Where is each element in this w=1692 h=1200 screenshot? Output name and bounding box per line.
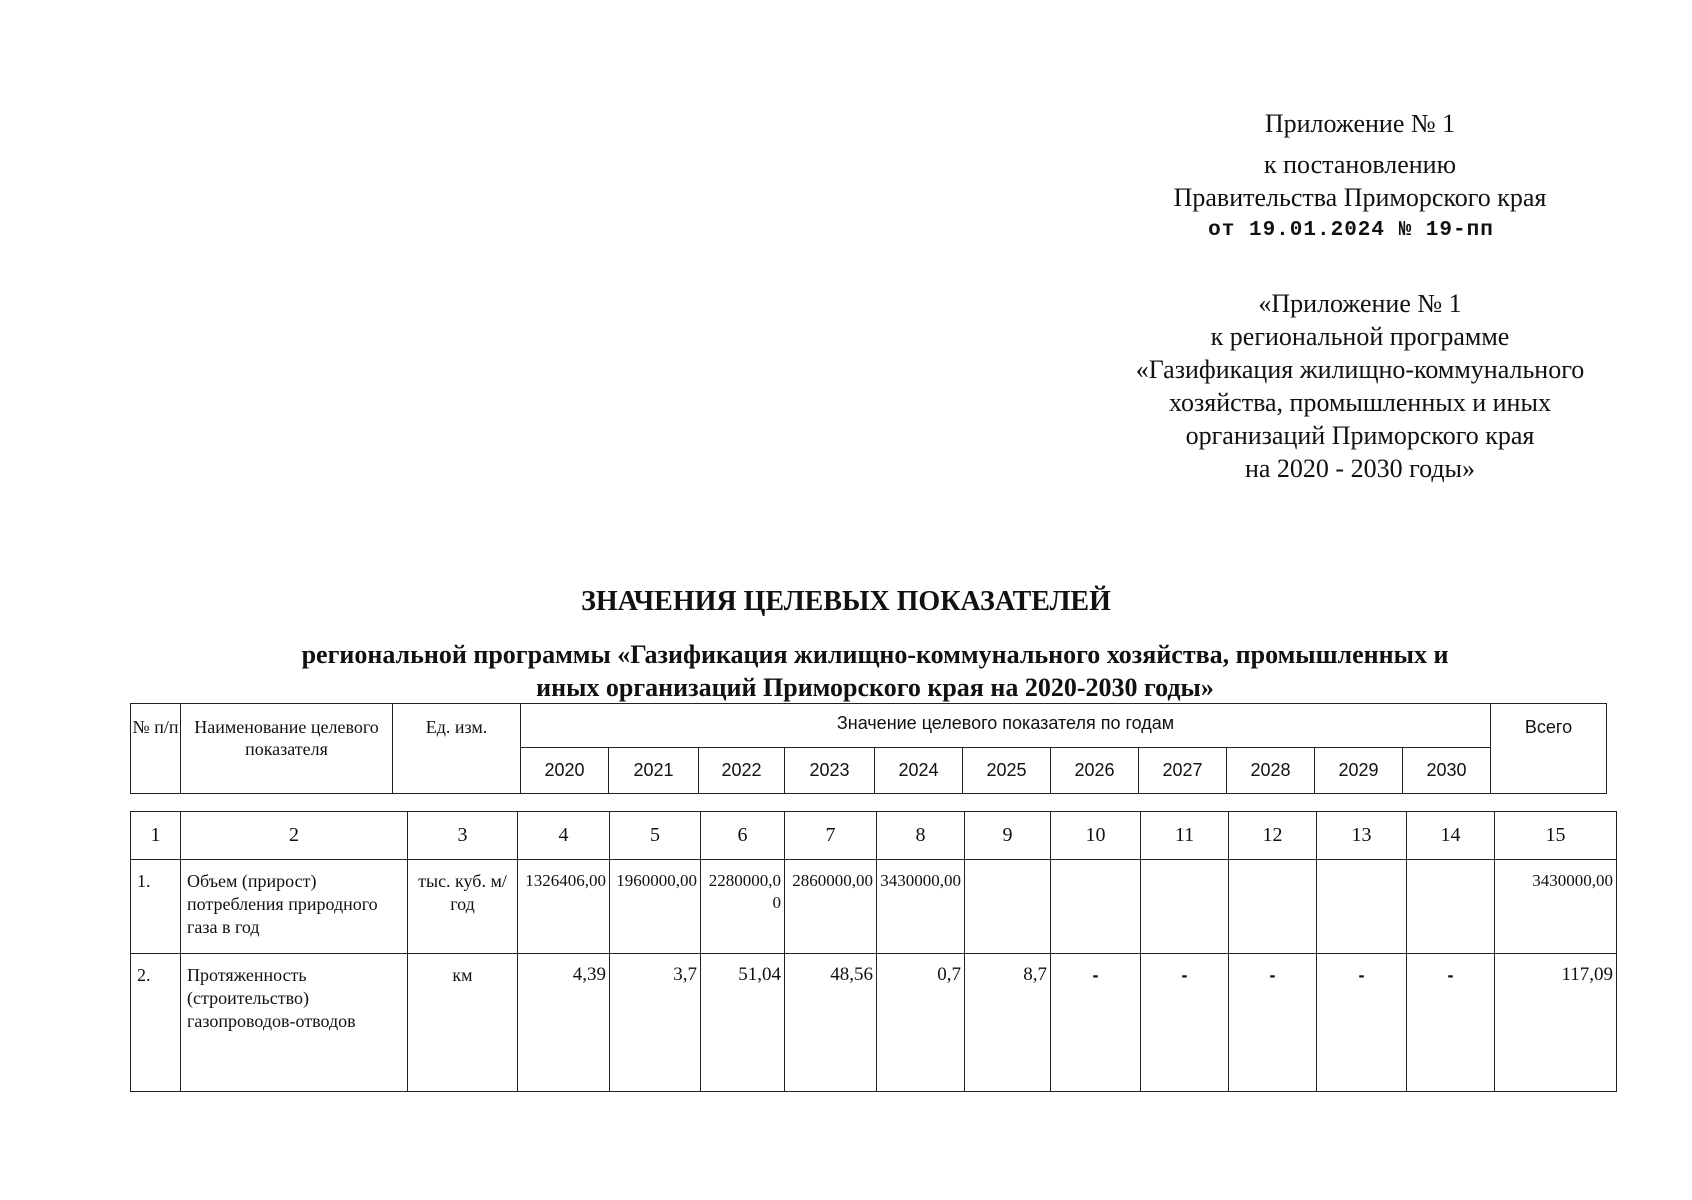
program-annex-line: организаций Приморского края xyxy=(1185,421,1535,450)
table-header xyxy=(130,703,1607,794)
year-header: 2021 xyxy=(609,748,699,794)
table-body xyxy=(130,811,1617,1092)
row-value xyxy=(1317,860,1407,954)
year-header: 2029 xyxy=(1315,748,1403,794)
row-value xyxy=(1141,860,1229,954)
annex-header xyxy=(1120,107,1600,247)
year-header: 2026 xyxy=(1051,748,1139,794)
column-number: 11 xyxy=(1141,812,1229,860)
year-header: 2024 xyxy=(875,748,963,794)
column-number: 1 xyxy=(131,812,181,860)
year-header: 2025 xyxy=(963,748,1051,794)
column-number: 13 xyxy=(1317,812,1407,860)
column-number: 2 xyxy=(181,812,408,860)
header-by-years: Значение целевого показателя по годам xyxy=(521,704,1491,748)
annex-title: Приложение № 1 xyxy=(1264,109,1456,138)
column-number: 6 xyxy=(701,812,785,860)
year-header: 2028 xyxy=(1227,748,1315,794)
row-value: 0,7 xyxy=(877,954,965,1092)
year-header: 2027 xyxy=(1139,748,1227,794)
year-header: 2020 xyxy=(521,748,609,794)
program-annex-line: «Приложение № 1 xyxy=(1258,289,1462,318)
program-annex-header xyxy=(1080,287,1640,485)
program-annex-line: «Газификация жилищно-коммунального xyxy=(1135,355,1585,384)
year-header: 2030 xyxy=(1403,748,1491,794)
row-value: 2280000,00 xyxy=(701,860,785,954)
row-unit: тыс. куб. м/год xyxy=(408,860,518,954)
row-num: 1. xyxy=(131,860,181,954)
year-header: 2023 xyxy=(785,748,875,794)
row-total: 117,09 xyxy=(1495,954,1617,1092)
program-annex-line: к региональной программе xyxy=(1210,322,1510,351)
row-value: 4,39 xyxy=(518,954,610,1092)
row-value xyxy=(965,860,1051,954)
column-number: 4 xyxy=(518,812,610,860)
subtitle-line-1: региональной программы «Газификация жилищно-коммунального хозяйства, промышленных и xyxy=(301,640,1449,669)
column-number: 7 xyxy=(785,812,877,860)
table-row xyxy=(131,860,1617,954)
header-unit: Ед. изм. xyxy=(393,704,521,794)
column-number: 8 xyxy=(877,812,965,860)
column-number: 12 xyxy=(1229,812,1317,860)
row-value: 1960000,00 xyxy=(610,860,701,954)
row-value xyxy=(1229,860,1317,954)
document-title: ЗНАЧЕНИЯ ЦЕЛЕВЫХ ПОКАЗАТЕЛЕЙ xyxy=(581,586,1111,617)
row-total: 3430000,00 xyxy=(1495,860,1617,954)
row-value: - xyxy=(1141,954,1229,1092)
column-number: 14 xyxy=(1407,812,1495,860)
program-annex-line: на 2020 - 2030 годы» xyxy=(1244,454,1476,483)
row-num: 2. xyxy=(131,954,181,1092)
document-subtitle xyxy=(180,638,1570,704)
year-header: 2022 xyxy=(699,748,785,794)
header-total: Всего xyxy=(1491,704,1607,794)
row-value: 51,04 xyxy=(701,954,785,1092)
header-num: № п/п xyxy=(131,704,181,794)
row-value xyxy=(1407,860,1495,954)
row-value: - xyxy=(1407,954,1495,1092)
column-number-row xyxy=(131,812,1617,860)
column-number: 5 xyxy=(610,812,701,860)
row-value: 48,56 xyxy=(785,954,877,1092)
row-value: 2860000,00 xyxy=(785,860,877,954)
row-name: Протяженность (строительство) газопроводов-отводов xyxy=(181,954,408,1092)
table-row xyxy=(131,954,1617,1092)
annex-line-3: Правительства Приморского края xyxy=(1173,183,1547,212)
column-number: 9 xyxy=(965,812,1051,860)
header-name: Наименование целевого показателя xyxy=(181,704,393,794)
row-value: - xyxy=(1051,954,1141,1092)
row-value: - xyxy=(1317,954,1407,1092)
subtitle-line-2: иных организаций Приморского края на 2020-2030 годы» xyxy=(536,673,1214,702)
column-number: 10 xyxy=(1051,812,1141,860)
column-number: 3 xyxy=(408,812,518,860)
annex-date: от 19.01.2024 № 19-пп xyxy=(1208,219,1494,242)
annex-line-2: к постановлению xyxy=(1263,150,1457,179)
row-value: 8,7 xyxy=(965,954,1051,1092)
column-number: 15 xyxy=(1495,812,1617,860)
row-value: - xyxy=(1229,954,1317,1092)
row-unit: км xyxy=(408,954,518,1092)
row-name: Объем (прирост) потребления природного газа в год xyxy=(181,860,408,954)
row-value: 3,7 xyxy=(610,954,701,1092)
program-annex-line: хозяйства, промышленных и иных xyxy=(1169,388,1551,417)
row-value xyxy=(1051,860,1141,954)
row-value: 1326406,00 xyxy=(518,860,610,954)
row-value: 3430000,00 xyxy=(877,860,965,954)
